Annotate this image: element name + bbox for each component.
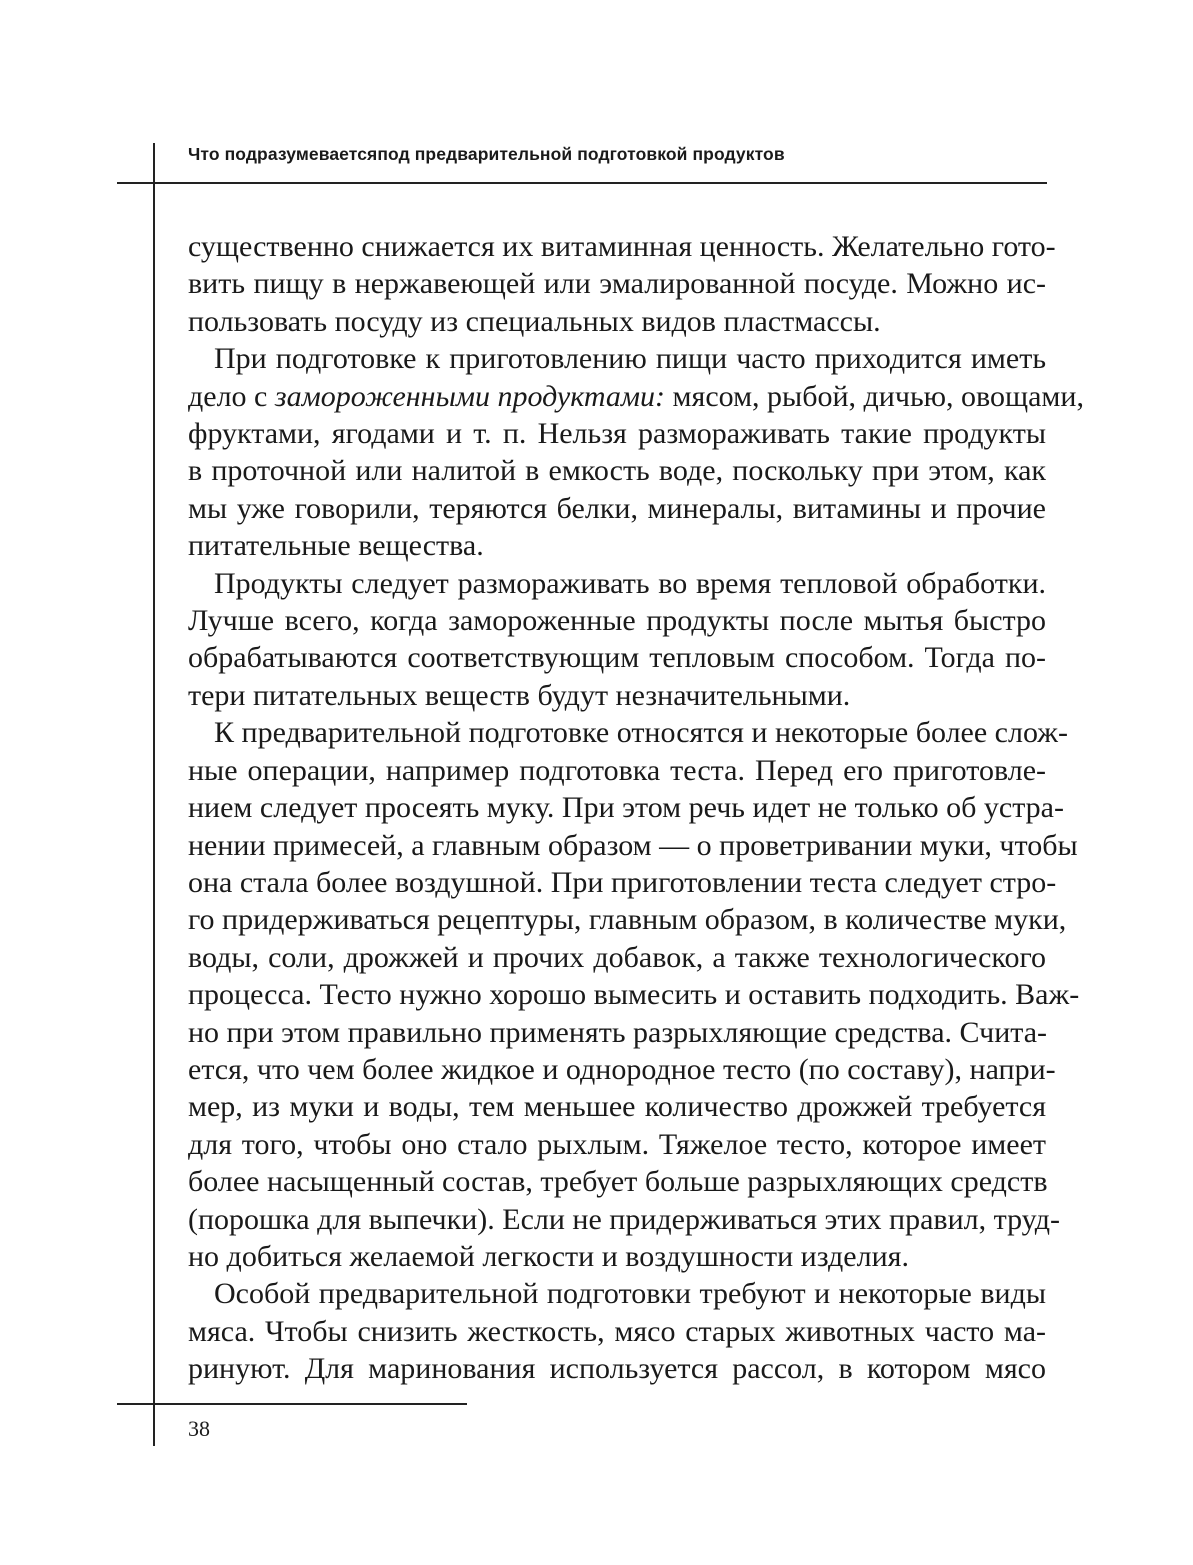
text-line [188, 378, 1084, 415]
text-line: К предварительной подготовке относятся и некоторые более слож- [214, 716, 1068, 750]
text-line: процесса. Тесто нужно хорошо вымесить и оставить подходить. Важ- [188, 978, 1080, 1012]
text-line: Особой предварительной подготовки требуют и некоторые виды [214, 1277, 1046, 1311]
text-fragment: дело с [188, 379, 275, 413]
text-line: воды, соли, дрожжей и прочих добавок, а также технологического [188, 940, 1046, 974]
text-line: мы уже говорили, теряются белки, минералы, витамины и прочие [188, 491, 1046, 525]
text-line: тери питательных веществ будут незначительными. [188, 678, 851, 712]
text-line: (порошка для выпечки). Если не придерживаться этих правил, труд- [188, 1202, 1061, 1236]
page-number: 38 [188, 1416, 210, 1441]
text-fragment: мясом, рыбой, дичью, овощами, [665, 379, 1084, 413]
text-line: пользовать посуду из специальных видов пластмассы. [188, 304, 881, 338]
paragraph-4 [188, 714, 1080, 1275]
text-line: фруктами, ягодами и т. п. Нельзя размораживать такие продукты [188, 417, 1046, 451]
text-line: го придерживаться рецептуры, главным образом, в количестве муки, [188, 903, 1067, 937]
text-line: ринуют. Для маринования используется рассол, в котором мясо [188, 1352, 1046, 1386]
text-line: нении примесей, а главным образом — о проветривании муки, чтобы [188, 828, 1078, 862]
text-line: мер, из муки и воды, тем меньшее количество дрожжей требуется [188, 1090, 1046, 1124]
text-line: но добиться желаемой легкости и воздушности изделия. [188, 1239, 909, 1273]
text-line: более насыщенный состав, требует больше разрыхляющих средств [188, 1165, 1048, 1199]
text-line: мяса. Чтобы снизить жесткость, мясо старых животных часто ма- [188, 1314, 1046, 1348]
text-line: вить пищу в нержавеющей или эмалированной посуде. Можно ис- [188, 267, 1046, 301]
text-line: питательные вещества. [188, 529, 484, 563]
emphasis-frozen-products: замороженными продуктами: [274, 379, 666, 413]
text-line: но при этом правильно применять разрыхляющие средства. Счита- [188, 1015, 1048, 1049]
text-line: для того, чтобы оно стало рыхлым. Тяжелое тесто, которое имеет [188, 1127, 1046, 1161]
text-line: При подготовке к приготовлению пищи часто приходится иметь [214, 342, 1046, 376]
footer-rule [117, 1403, 467, 1405]
paragraph-1 [188, 228, 1056, 340]
text-line: Продукты следует размораживать во время тепловой обработки. [214, 566, 1046, 600]
text-line: она стала более воздушной. При приготовлении теста следует стро- [188, 865, 1057, 899]
paragraph-5 [188, 1275, 1046, 1387]
text-line: существенно снижается их витаминная ценность. Желательно гото- [188, 230, 1056, 263]
paragraph-2 [188, 340, 1084, 564]
text-line: обрабатываются соответствующим тепловым способом. Тогда по- [188, 641, 1046, 675]
text-line: ется, что чем более жидкое и однородное тесто (по составу), напри- [188, 1052, 1056, 1086]
running-header: Что подразумеваетсяпод предварительной подготовкой продуктов [188, 144, 785, 164]
text-line: в проточной или налитой в емкость воде, поскольку при этом, как [188, 454, 1046, 488]
text-line: ные операции, например подготовка теста. Перед его приготовле- [188, 753, 1046, 787]
margin-vertical-rule [153, 143, 155, 1446]
text-line: нием следует просеять муку. При этом речь идет не только об устра- [188, 791, 1064, 825]
text-line: Лучше всего, когда замороженные продукты после мытья быстро [188, 604, 1046, 638]
paragraph-3 [188, 565, 1046, 715]
body-text [188, 228, 1084, 1388]
header-rule [117, 182, 1047, 184]
